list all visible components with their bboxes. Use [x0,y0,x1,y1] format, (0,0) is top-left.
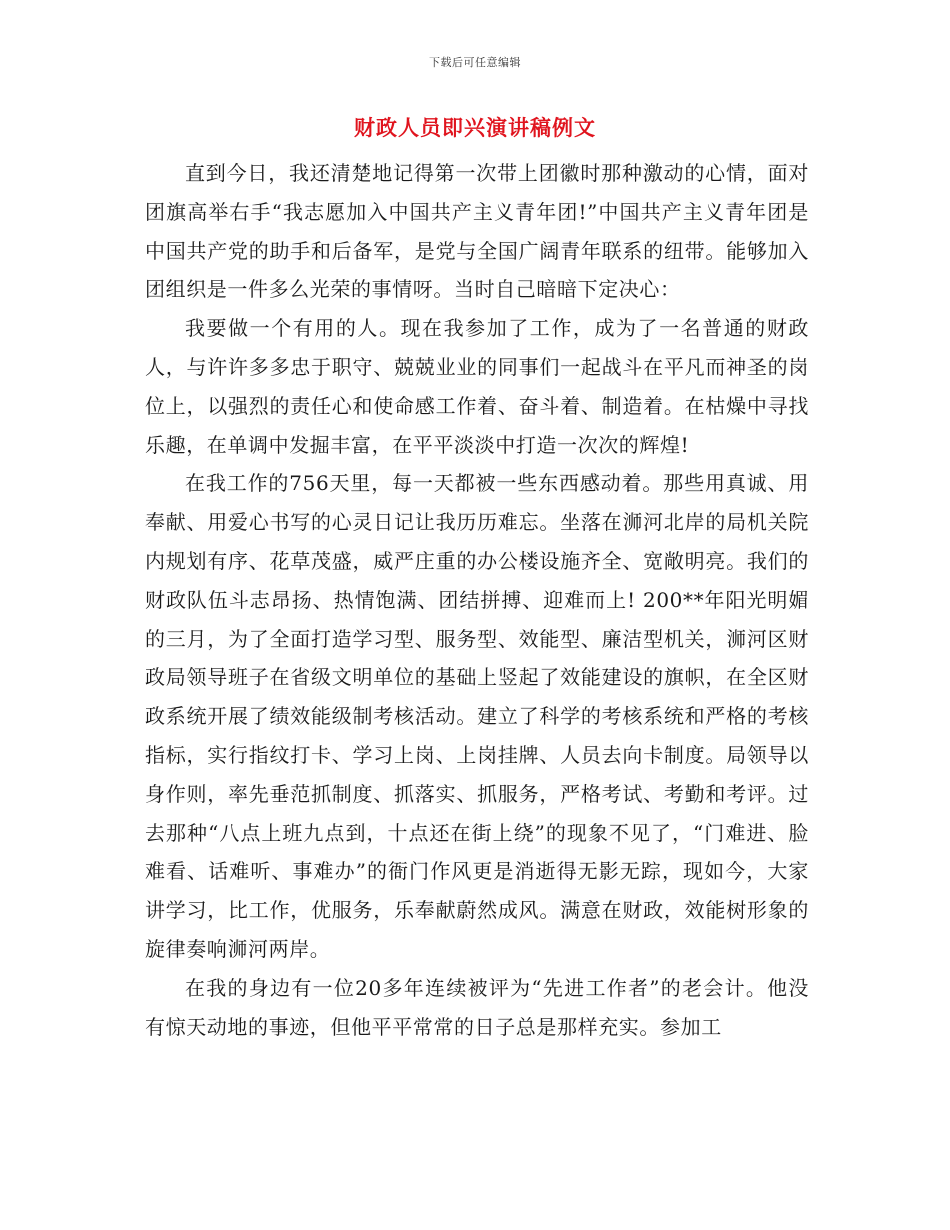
paragraph-1: 直到今日，我还清楚地记得第一次带上团徽时那种激动的心情，面对团旗高举右手“我志愿加入中国共产主义青年团!”中国共产主义青年团是中国共产党的助手和后备军，是党与全国广阔青年联系的纽带。能够加入团组织是一件多么光荣的事情呀。当时自己暗暗下定决心： [145,161,809,302]
header-note: 下载后可任意编辑 [429,56,521,69]
paragraph-2: 我要做一个有用的人。现在我参加了工作，成为了一名普通的财政人，与许许多多忠于职守、兢兢业业的同事们一起战斗在平凡而神圣的岗位上，以强烈的责任心和使命感工作着、奋斗着、制造着。在枯燥中寻找乐趣，在单调中发掘丰富，在平平淡淡中打造一次次的辉煌! [145,316,809,457]
paragraph-4: 在我的身边有一位20多年连续被评为“先进工作者”的老会计。他没有惊天动地的事迹，但他平平常常的日子总是那样充实。参加工 [145,975,809,1039]
document-body [145,154,809,1046]
paragraph-3: 在我工作的756天里，每一天都被一些东西感动着。那些用真诚、用奉献、用爱心书写的心灵日记让我历历难忘。坐落在浉河北岸的局机关院内规划有序、花草茂盛，威严庄重的办公楼设施齐全、宽敞明亮。我们的财政队伍斗志昂扬、热情饱满、团结拼搏、迎难而上! 200**年阳光明媚的三月，为了全面打造学习型、服务型、效能型、廉洁型机关，浉河区财政局领导班子在省级文明单位的基础上竖起了效能建设的旗帜，在全区财政系统开展了绩效能级制考核活动。建立了科学的考核系统和严格的考核指标，实行指纹打卡、学习上岗、上岗挂牌、人员去向卡制度。局领导以身作则，率先垂范抓制度、抓落实、抓服务，严格考试、考勤和考评。过去那种“八点上班九点到，十点还在街上绕”的现象不见了，“门难进、脸难看、话难听、事难办”的衙门作风更是消逝得无影无踪，现如今，大家讲学习，比工作，优服务，乐奉献蔚然成风。满意在财政，效能树形象的旋律奏响浉河两岸。 [145,471,809,961]
document-title: 财政人员即兴演讲稿例文 [354,115,596,140]
